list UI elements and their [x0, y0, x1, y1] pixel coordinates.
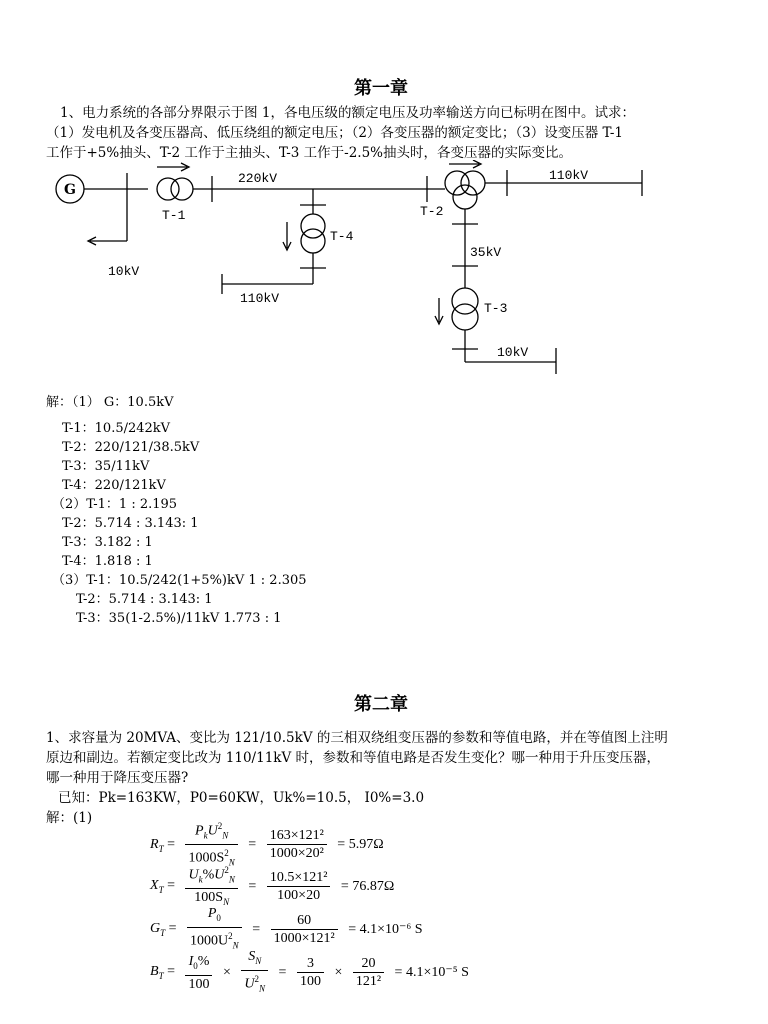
generator-label: G	[64, 182, 76, 198]
known-values: 已知：Pk=163KW，P0=60KW，Uk%=10.5， I0%=3.0	[58, 790, 425, 806]
power-system-diagram	[0, 160, 768, 375]
t4-winding-bottom	[301, 229, 325, 253]
solution1-line9: T-4：1.818 : 1	[62, 554, 153, 569]
t3-winding-bottom	[452, 304, 478, 330]
equation-xt: $X_T$ = $\frac{U_k\%U^2_N}{100S_N}$ = $\frac{\text{10.5×121²}}{100\times 20}$ = 76.87Ω	[146, 862, 398, 911]
voltage-35kv-label: 35kV	[470, 245, 502, 260]
solution1-line12: T-3：35(1-2.5%)/11kV 1.773 : 1	[76, 611, 282, 626]
t2-label: T-2	[420, 204, 444, 219]
problem1-line2: （1）发电机及各变压器高、低压绕组的额定电压；（2）各变压器的额定变比；（3）设变压器 T-1	[46, 125, 623, 141]
solution1-line7: T-2：5.714 : 3.143: 1	[62, 516, 199, 531]
solution1-line6: （2）T-1：1 : 2.195	[52, 497, 178, 512]
voltage-110kv-top-label: 110kV	[549, 168, 589, 183]
equation-gt: $G_T$ = $\frac{P_0}{1000U^2_N}$ = $\frac{60}{\text{1000×121²}}$ = 4.1×10⁻⁶ S	[150, 906, 423, 951]
solution2-label: 解：(1)	[46, 810, 93, 826]
t2-winding-right	[461, 171, 485, 195]
t1-winding-right	[171, 178, 193, 200]
t2-winding-bottom	[453, 185, 477, 209]
t4-label: T-4	[330, 229, 354, 244]
chapter1-title: 第一章	[354, 78, 408, 99]
problem2-line3: 哪一种用于降压变压器?	[46, 770, 189, 786]
solution1-line8: T-3：3.182 : 1	[62, 535, 153, 550]
problem1-line1: 1、电力系统的各部分界限示于图 1，各电压级的额定电压及功率输送方向已标明在图中。试求：	[60, 105, 635, 121]
voltage-110kv-bottom-label: 110kV	[240, 291, 280, 306]
solution1-line3: T-2：220/121/38.5kV	[62, 440, 200, 455]
problem2-line2: 原边和副边。若额定变比改为 110/11kV 时，参数和等值电路是否发生变化？哪一种用于升压变压器，	[46, 750, 661, 766]
t1-label: T-1	[162, 208, 186, 223]
problem1-line3: 工作于+5%抽头、T-2 工作于主抽头、T-3 工作于-2.5%抽头时，各变压器的实际变比。	[46, 145, 572, 161]
t3-label: T-3	[484, 301, 508, 316]
equation-bt: $B_T$ = $\frac{I_0\%}{100}$ × $\frac{S_N}{U^2_N}$ = $\frac{3}{100}$ × $\frac{20}{\text{121²}}$ = 4.1×10⁻⁵ S	[150, 949, 469, 994]
equation-rt: $R_T$ = $\frac{P_kU^2_N}{1000S^2_N}$ = $\frac{\text{163×121²}}{\text{1000×20²}}$ = 5.97Ω	[146, 818, 388, 872]
voltage-10kv-bottom-label: 10kV	[497, 345, 529, 360]
solution1-line11: T-2：5.714 : 3.143: 1	[76, 592, 213, 607]
solution1-line2: T-1：10.5/242kV	[62, 421, 171, 436]
t1-winding-left	[157, 178, 179, 200]
t4-winding-top	[301, 214, 325, 238]
solution1-line1: 解：（1） G：10.5kV	[46, 395, 174, 410]
t3-winding-top	[452, 288, 478, 314]
problem2-line1: 1、求容量为 20MVA、变比为 121/10.5kV 的三相双绕组变压器的参数和等值电路，并在等值图上注明	[46, 730, 668, 746]
voltage-220kv-label: 220kV	[238, 171, 278, 186]
solution1-line4: T-3：35/11kV	[62, 459, 150, 474]
voltage-10kv-left-label: 10kV	[108, 264, 140, 279]
chapter2-title: 第二章	[354, 694, 408, 715]
t2-winding-left	[445, 171, 469, 195]
solution1-line5: T-4：220/121kV	[62, 478, 166, 493]
solution1-line10: （3）T-1：10.5/242(1+5%)kV 1 : 2.305	[52, 573, 307, 588]
